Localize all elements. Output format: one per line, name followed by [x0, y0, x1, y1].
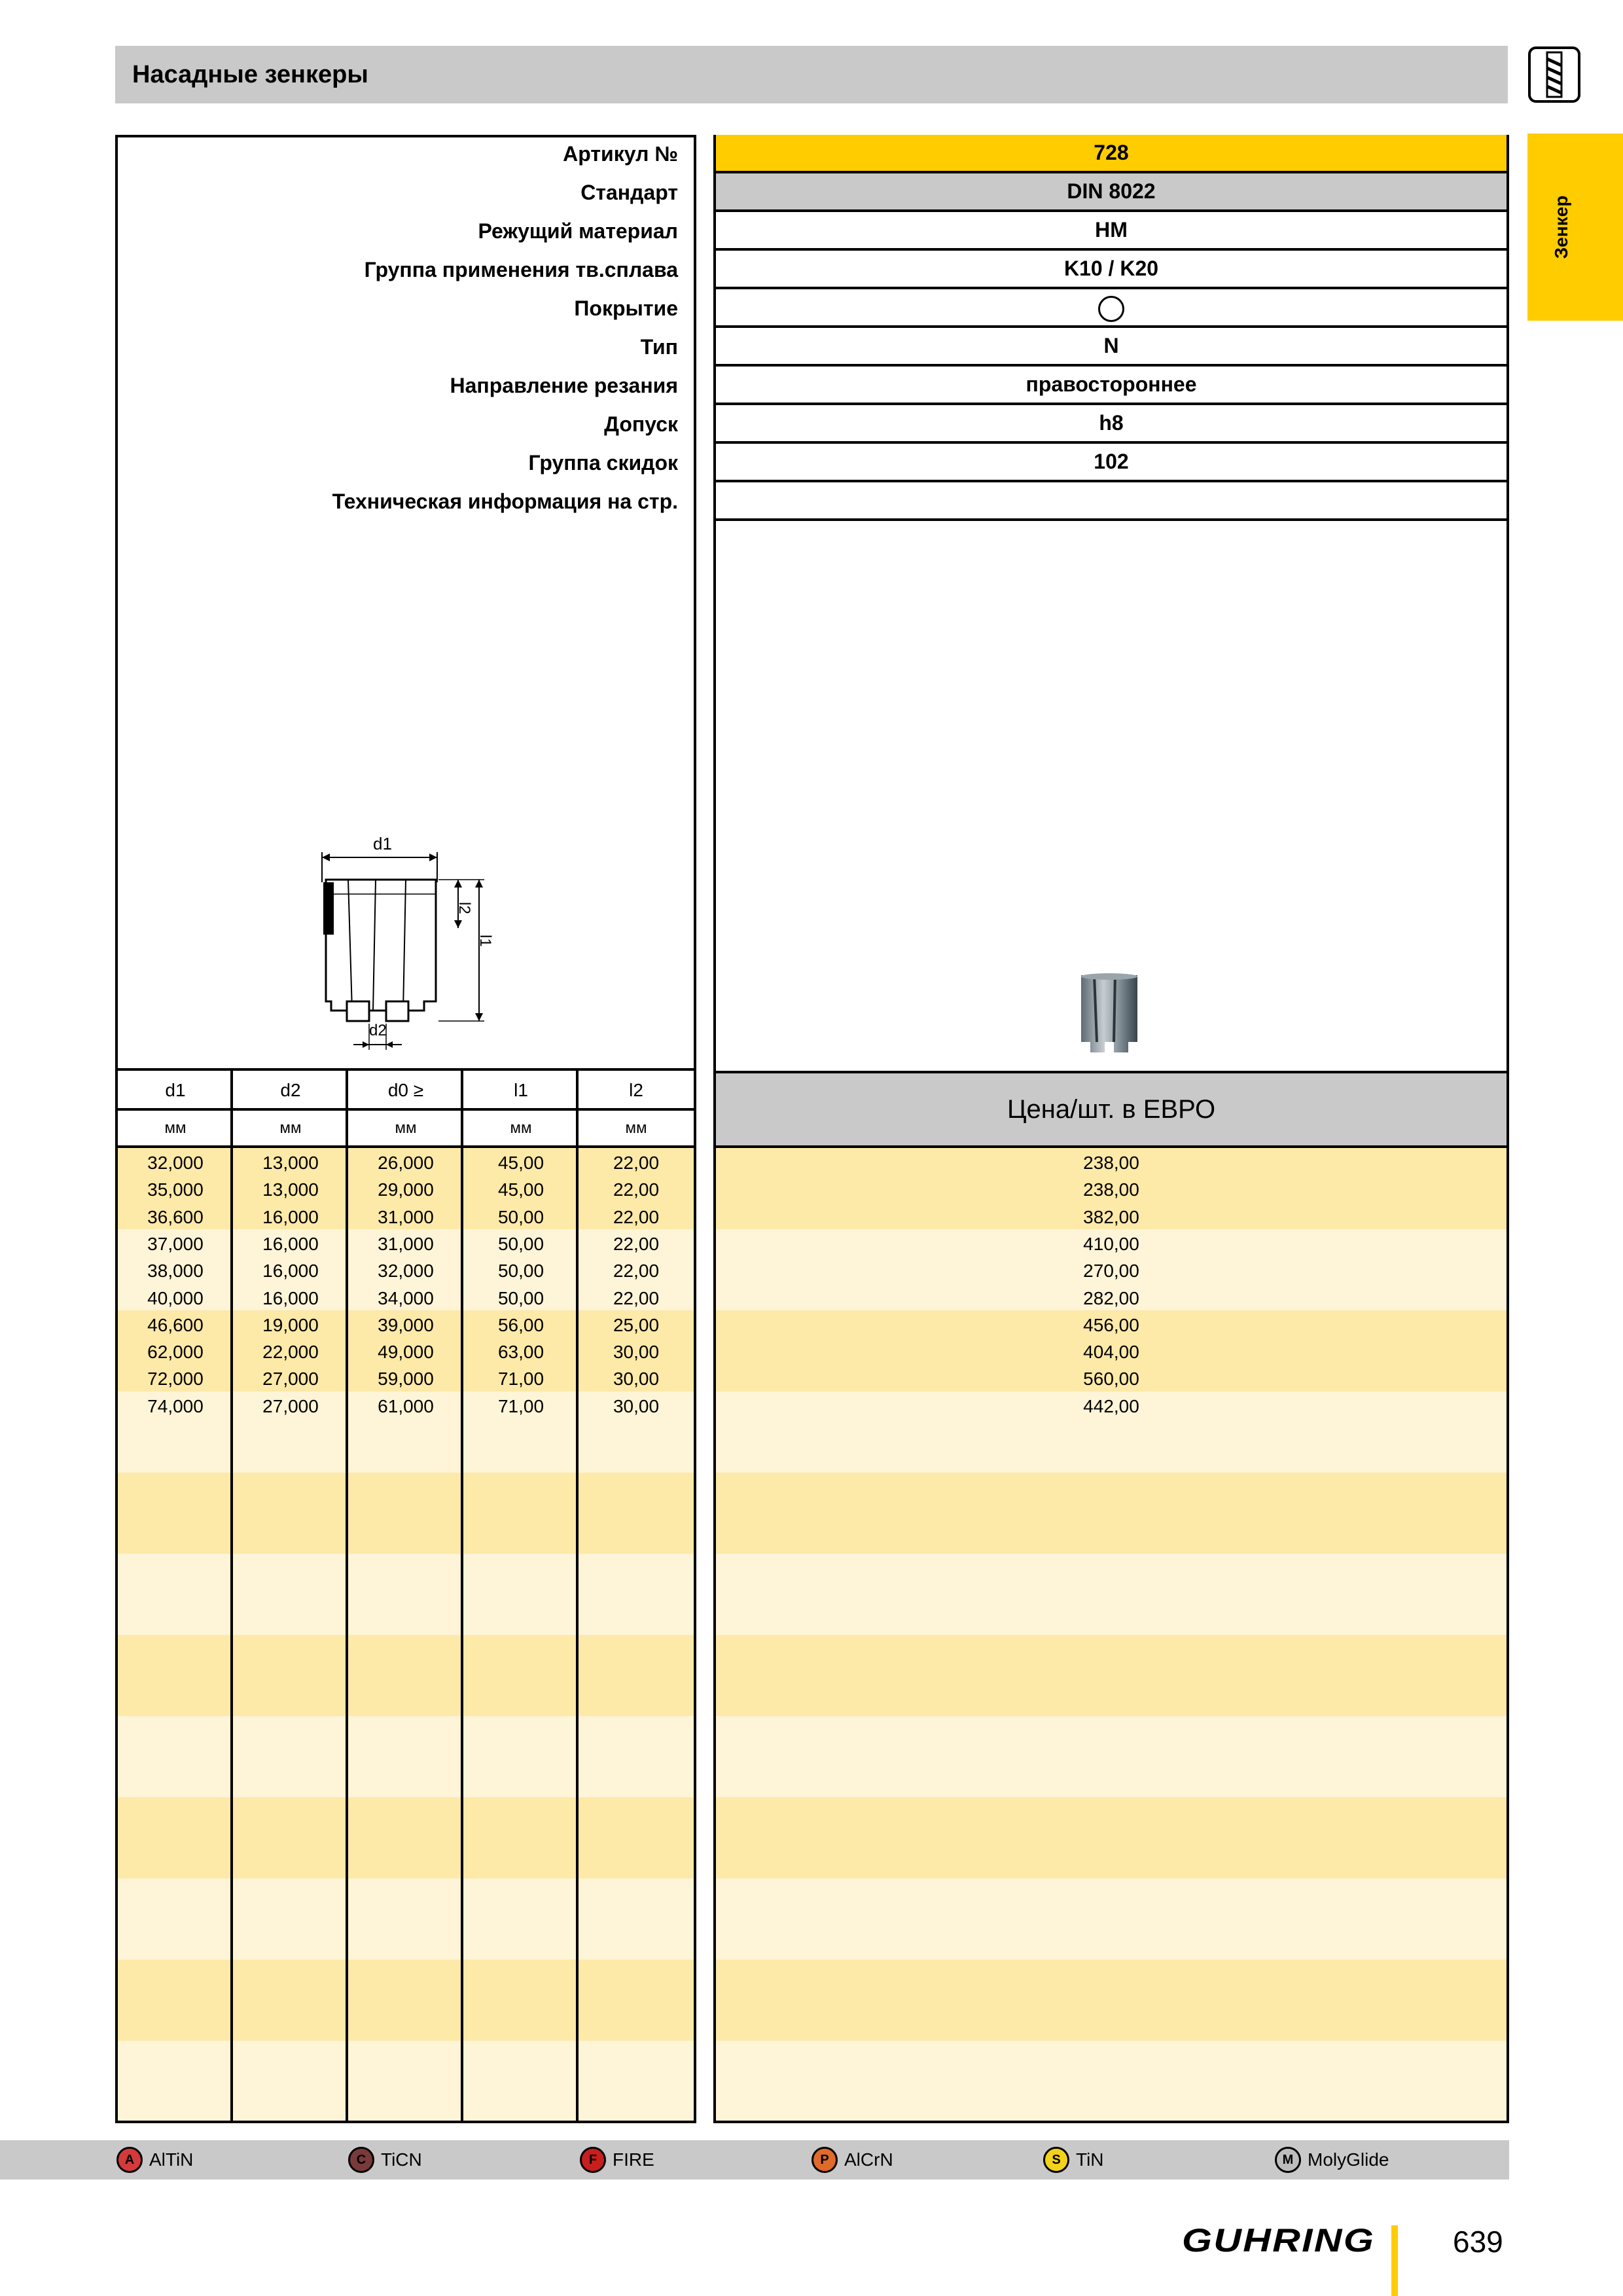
- cell-l1: 50,00: [497, 1234, 544, 1254]
- d1-label: d1: [373, 834, 392, 853]
- cell-l2: 30,00: [613, 1396, 660, 1416]
- cell-d2: 16,000: [262, 1207, 319, 1227]
- cell-price: 410,00: [1083, 1234, 1139, 1254]
- cell-d0: 49,000: [378, 1342, 434, 1362]
- article-number-link[interactable]: 728: [716, 135, 1507, 173]
- col-header-d1: d1: [165, 1080, 186, 1100]
- row-band: [716, 1797, 1507, 1878]
- unit-d1: мм: [164, 1119, 187, 1137]
- label-cutting-material: Режущий материал: [478, 219, 678, 243]
- value-cutting-direction: правостороннее: [716, 367, 1507, 405]
- col-header-d2: d2: [280, 1080, 301, 1100]
- row-band: [118, 1797, 694, 1878]
- side-tab-label: Зенкер: [1551, 195, 1571, 259]
- cell-price: 456,00: [1083, 1315, 1139, 1335]
- table-row: [118, 1149, 694, 1176]
- col-header-l1: l1: [514, 1080, 528, 1100]
- drill-icon: [1527, 46, 1581, 103]
- l1-label: l1: [476, 935, 494, 947]
- value-tolerance: h8: [716, 405, 1507, 444]
- row-band: [716, 1960, 1507, 2041]
- cell-price: 560,00: [1083, 1369, 1139, 1389]
- value-discount-group: 102: [716, 444, 1507, 482]
- cell-l1: 63,00: [497, 1342, 544, 1362]
- coating-legend-item: [1275, 2146, 1389, 2174]
- value-cutting-material: HM: [716, 212, 1507, 251]
- unit-d0: мм: [395, 1119, 417, 1137]
- value-carbide-group: K10 / K20: [716, 251, 1507, 289]
- cell-l2: 22,00: [613, 1261, 660, 1281]
- row-band: [118, 1878, 694, 1960]
- cell-l1: 56,00: [497, 1315, 544, 1335]
- value-standard: DIN 8022: [716, 173, 1507, 212]
- coating-icon: P: [812, 2147, 838, 2173]
- table-row: [118, 1338, 694, 1365]
- cell-l2: 22,00: [613, 1207, 660, 1227]
- label-tech-info: Техническая информация на стр.: [332, 490, 678, 513]
- cell-d2: 16,000: [262, 1288, 319, 1308]
- l2-label: l2: [455, 902, 473, 914]
- label-carbide-group: Группа применения тв.сплава: [364, 258, 678, 281]
- row-band: [716, 1554, 1507, 1635]
- coating-label: MolyGlide: [1308, 2149, 1389, 2170]
- cell-l1: 50,00: [497, 1261, 544, 1281]
- label-type: Тип: [640, 335, 678, 359]
- coating-label: AlTiN: [149, 2149, 194, 2170]
- cell-l2: 30,00: [613, 1369, 660, 1389]
- cell-d0: 61,000: [378, 1396, 434, 1416]
- coating-icon: S: [1043, 2147, 1069, 2173]
- cell-d1: 46,600: [147, 1315, 204, 1335]
- cell-l2: 25,00: [613, 1315, 660, 1335]
- price-header: [716, 1071, 1507, 1148]
- row-band: [118, 1473, 694, 1554]
- table-header-separator: [115, 1108, 696, 1111]
- cell-price: 382,00: [1083, 1207, 1139, 1227]
- row-band: [118, 1716, 694, 1797]
- row-band: [716, 2041, 1507, 2121]
- table-row: [118, 1230, 694, 1257]
- cell-d2: 13,000: [262, 1179, 319, 1200]
- coating-icon: M: [1275, 2147, 1301, 2173]
- label-tolerance: Допуск: [604, 412, 678, 436]
- cell-d1: 32,000: [147, 1153, 204, 1173]
- label-discount-group: Группа скидок: [528, 451, 678, 475]
- guhring-logo: GUHRING: [1182, 2222, 1376, 2259]
- unit-d2: мм: [279, 1119, 302, 1137]
- cell-price: 442,00: [1083, 1396, 1139, 1416]
- coating-label: TiN: [1076, 2149, 1104, 2170]
- cell-l2: 22,00: [613, 1153, 660, 1173]
- value-type: N: [716, 328, 1507, 367]
- title-bar: [115, 46, 1508, 103]
- cell-d0: 34,000: [378, 1288, 434, 1308]
- coating-legend-item: [1043, 2146, 1104, 2174]
- label-standard: Стандарт: [580, 181, 678, 204]
- cell-d0: 39,000: [378, 1315, 434, 1335]
- product-photo: [1075, 971, 1144, 1056]
- coating-label: TiCN: [381, 2149, 422, 2170]
- table-row: [118, 1257, 694, 1284]
- row-band: [118, 1635, 694, 1716]
- cell-d2: 16,000: [262, 1234, 319, 1254]
- page-title: Насадные зенкеры: [132, 61, 368, 88]
- label-coating: Покрытие: [574, 296, 678, 320]
- cell-d1: 36,600: [147, 1207, 204, 1227]
- value-tech-info[interactable]: [716, 482, 1507, 521]
- row-band: [118, 1554, 694, 1635]
- cell-l1: 45,00: [497, 1153, 544, 1173]
- cell-price: 238,00: [1083, 1153, 1139, 1173]
- cell-l1: 71,00: [497, 1369, 544, 1389]
- coating-icon: A: [116, 2147, 143, 2173]
- unit-l2: мм: [625, 1119, 647, 1137]
- cell-price: 282,00: [1083, 1288, 1139, 1308]
- cell-l2: 22,00: [613, 1288, 660, 1308]
- coating-icon: F: [580, 2147, 606, 2173]
- technical-drawing: [308, 830, 504, 1055]
- cell-d2: 13,000: [262, 1153, 319, 1173]
- cell-d2: 16,000: [262, 1261, 319, 1281]
- page-number: 639: [1453, 2225, 1503, 2259]
- label-cutting-direction: Направление резания: [450, 374, 678, 397]
- coating-label: FIRE: [613, 2149, 654, 2170]
- cell-d2: 19,000: [262, 1315, 319, 1335]
- unit-l1: мм: [510, 1119, 532, 1137]
- cell-d1: 72,000: [147, 1369, 204, 1389]
- cell-d1: 40,000: [147, 1288, 204, 1308]
- cell-d2: 27,000: [262, 1396, 319, 1416]
- row-band: [716, 1716, 1507, 1797]
- cell-l1: 50,00: [497, 1288, 544, 1308]
- row-band: [716, 1635, 1507, 1716]
- coating-legend-item: [812, 2146, 893, 2174]
- cell-d0: 32,000: [378, 1261, 434, 1281]
- cell-l1: 45,00: [497, 1179, 544, 1200]
- cell-d1: 62,000: [147, 1342, 204, 1362]
- category-side-tab[interactable]: [1527, 134, 1623, 321]
- cell-d1: 37,000: [147, 1234, 204, 1254]
- table-row: [118, 1312, 694, 1338]
- cell-d1: 35,000: [147, 1179, 204, 1200]
- cell-l2: 30,00: [613, 1342, 660, 1362]
- table-row: [118, 1365, 694, 1392]
- table-row: [118, 1204, 694, 1230]
- coating-label: AlCrN: [844, 2149, 893, 2170]
- cell-d0: 59,000: [378, 1369, 434, 1389]
- cell-d2: 27,000: [262, 1369, 319, 1389]
- coating-icon: C: [348, 2147, 374, 2173]
- d2-label: d2: [369, 1022, 387, 1039]
- cell-l1: 50,00: [497, 1207, 544, 1227]
- cell-l1: 71,00: [497, 1396, 544, 1416]
- col-header-l2: l2: [629, 1080, 643, 1100]
- cell-d2: 22,000: [262, 1342, 319, 1362]
- coating-legend-item: [116, 2146, 193, 2174]
- row-band: [118, 1960, 694, 2041]
- cell-l2: 22,00: [613, 1234, 660, 1254]
- table-row: [118, 1176, 694, 1203]
- cell-d0: 26,000: [378, 1153, 434, 1173]
- cell-price: 404,00: [1083, 1342, 1139, 1362]
- cell-d0: 31,000: [378, 1207, 434, 1227]
- table-top-line: [115, 1068, 696, 1071]
- col-header-d0: d0 ≥: [387, 1080, 424, 1100]
- cell-d0: 31,000: [378, 1234, 434, 1254]
- price-header-label: Цена/шт. в ЕВРО: [1007, 1095, 1216, 1124]
- value-coating: [716, 289, 1507, 328]
- coating-legend-item: [348, 2146, 422, 2174]
- cell-d0: 29,000: [378, 1179, 434, 1200]
- footer-accent-line: [1391, 2225, 1398, 2296]
- coating-legend-item: [580, 2146, 654, 2174]
- row-band: [716, 1473, 1507, 1554]
- cell-d1: 38,000: [147, 1261, 204, 1281]
- cell-price: 270,00: [1083, 1261, 1139, 1281]
- table-row: [118, 1393, 694, 1420]
- cell-d1: 74,000: [147, 1396, 204, 1416]
- label-article: Артикул №: [563, 142, 678, 166]
- table-row: [118, 1285, 694, 1312]
- uncoated-circle-icon: [1098, 296, 1124, 322]
- cell-price: 238,00: [1083, 1179, 1139, 1200]
- cell-l2: 22,00: [613, 1179, 660, 1200]
- row-band: [118, 2041, 694, 2121]
- row-band: [716, 1878, 1507, 1960]
